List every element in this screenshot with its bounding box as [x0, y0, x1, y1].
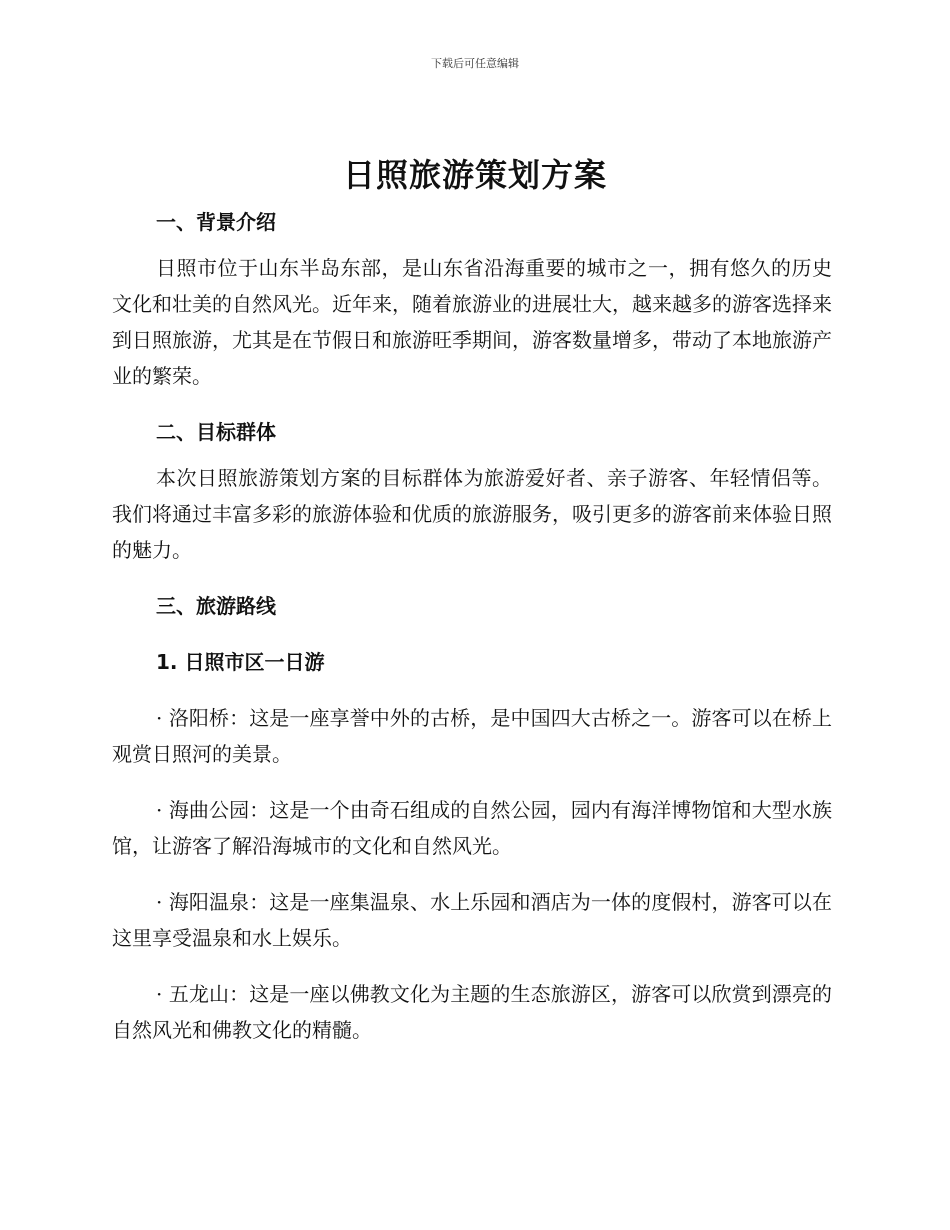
document-title: 日照旅游策划方案: [342, 156, 607, 194]
section-heading-routes: 三、旅游路线: [156, 594, 276, 618]
subheading-city-day-tour: 1. 日照市区一日游: [156, 650, 325, 674]
list-item: · 海阳温泉：这是一座集温泉、水上乐园和酒店为一体的度假村，游客可以在这里享受温泉和水上娱乐。: [112, 890, 832, 950]
page-header-note: 下载后可任意编辑: [431, 57, 519, 70]
paragraph-target-group: 本次日照旅游策划方案的目标群体为旅游爱好者、亲子游客、年轻情侣等。我们将通过丰富多彩的旅游体验和优质的旅游服务，吸引更多的游客前来体验日照的魅力。: [112, 466, 832, 562]
list-item: · 五龙山：这是一座以佛教文化为主题的生态旅游区，游客可以欣赏到漂亮的自然风光和佛教文化的精髓。: [112, 982, 832, 1042]
list-item: · 洛阳桥：这是一座享誉中外的古桥，是中国四大古桥之一。游客可以在桥上观赏日照河的美景。: [112, 706, 832, 766]
paragraph-background: 日照市位于山东半岛东部，是山东省沿海重要的城市之一，拥有悠久的历史文化和壮美的自然风光。近年来，随着旅游业的进展壮大，越来越多的游客选择来到日照旅游，尤其是在节假日和旅游旺季期间，游客数量增多，带动了本地旅游产业的繁荣。: [112, 256, 832, 388]
section-heading-background: 一、背景介绍: [156, 210, 276, 234]
document-body: [112, 204, 832, 1048]
list-item: · 海曲公园：这是一个由奇石组成的自然公园，园内有海洋博物馆和大型水族馆，让游客了解沿海城市的文化和自然风光。: [112, 798, 832, 858]
section-heading-target-group: 二、目标群体: [156, 420, 276, 444]
